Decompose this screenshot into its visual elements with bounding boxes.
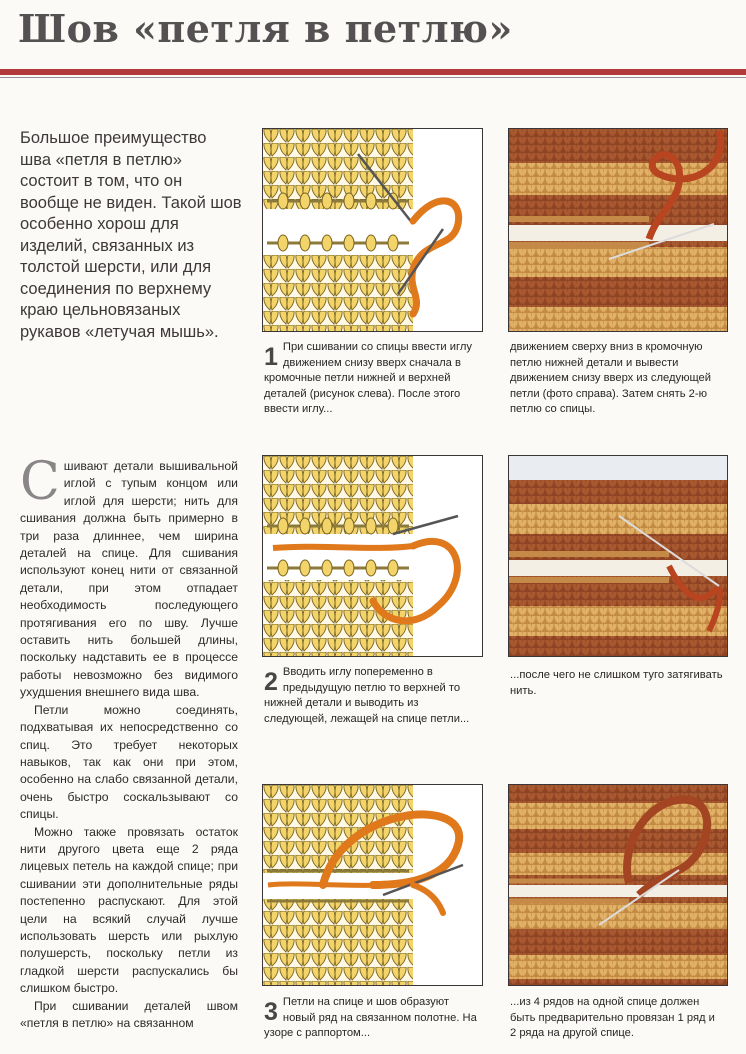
step-2-left-caption xyxy=(264,665,484,727)
step-1-knit-photo xyxy=(509,129,727,331)
step-3-photo xyxy=(508,784,728,986)
step-3-left-text: Петли на спице и шов образуют новый ряд на связанном полотне. На узоре с раппортом... xyxy=(264,996,477,1039)
title-rule-thin xyxy=(0,77,746,78)
step-2-left-text: Вводить иглу попеременно в предыдущую петлю то верхней то нижней детали и выводить из следующей, лежащей на спице петли... xyxy=(264,666,470,725)
step-1-diagram xyxy=(262,128,483,332)
intro-text: Большое преимущество шва «петля в петлю» состоит в том, что он вообще не виден. Такой шов особенно хорош для изделий, связанных из толстой шерсти, или для соединения по верхнему краю цельновязаных рукавов «летучая мышь». xyxy=(20,129,242,341)
step-1-left-caption xyxy=(264,340,484,418)
body-paragraph-1 xyxy=(20,452,238,702)
body-paragraph-2: Петли можно соединять, подхватывая их непосредственно со спиц. Это требует некоторых навыков, так как они при этом, особенно на слабо связанной детали, очень быстро соскальзывают со спицы. xyxy=(20,702,238,822)
body-paragraph-4: При сшивании деталей швом «петля в петлю» на связанном xyxy=(20,998,238,1030)
step-3-left-caption xyxy=(264,995,484,1042)
intro-paragraph xyxy=(20,128,242,343)
drop-cap: С xyxy=(20,452,60,512)
step-3-right-caption xyxy=(510,995,724,1042)
step-2-diagram xyxy=(262,455,483,657)
step-2-right-text: ...после чего не слишком туго затягивать нить. xyxy=(510,669,723,697)
step-1-left-text: При сшивании со спицы ввести иглу движением снизу вверх сначала в кромочные петли нижней и верхней деталей (рисунок слева). После этого ввести иглу... xyxy=(264,341,472,415)
body-paragraph-3: Можно также провязать остаток нити другого цвета еще 2 ряда лицевых петель на каждой спице; при сшивании эти дополнительные ряды постепенно распускают. Для этой цели на всякий случай лучше использовать шерсть или рыхлую полушерсть, поскольку петли из гладкой шерсти распускались бы слишком быстро. xyxy=(20,824,238,996)
step-1-right-caption xyxy=(510,340,724,418)
step-1-number: 1 xyxy=(264,343,278,371)
step-2-knit-illustration xyxy=(263,456,482,656)
step-3-knit-illustration xyxy=(263,785,482,985)
step-3-diagram xyxy=(262,784,483,986)
body-text xyxy=(20,452,238,1032)
step-2-photo xyxy=(508,455,728,657)
step-3-number: 3 xyxy=(264,998,278,1026)
step-1-photo xyxy=(508,128,728,332)
step-3-right-text: ...из 4 рядов на одной спице должен быть предварительно провязан 1 ряд и 2 ряда на другой спице. xyxy=(510,996,715,1039)
body-paragraph-1-text: шивают детали вышивальной иглой с тупым концом или иглой для шерсти; нить для сшивания должна быть примерно в три раза длиннее, чем ширина деталей на спице. Для сшивания используют конец нити от связанной детали, при этом отпадает необходимость последующего протягивания его по шву. Лучше оставить нить большей длины, поскольку надставить ее в процессе работы невозможно без видимого ухудшения внешнего вида шва. xyxy=(20,459,238,700)
step-1-right-text: движением сверху вниз в кромочную петлю нижней детали и вывести движением снизу вверх из следующей петли (фото справа). Затем снять 2-ю петлю со спицы. xyxy=(510,341,712,415)
step-2-number: 2 xyxy=(264,668,278,696)
step-3-knit-photo xyxy=(509,785,727,985)
step-2-knit-photo xyxy=(509,456,727,656)
step-1-knit-illustration xyxy=(263,129,482,331)
page-title: Шов «петля в петлю» xyxy=(18,6,513,51)
step-2-right-caption xyxy=(510,668,724,699)
title-rule xyxy=(0,69,746,75)
